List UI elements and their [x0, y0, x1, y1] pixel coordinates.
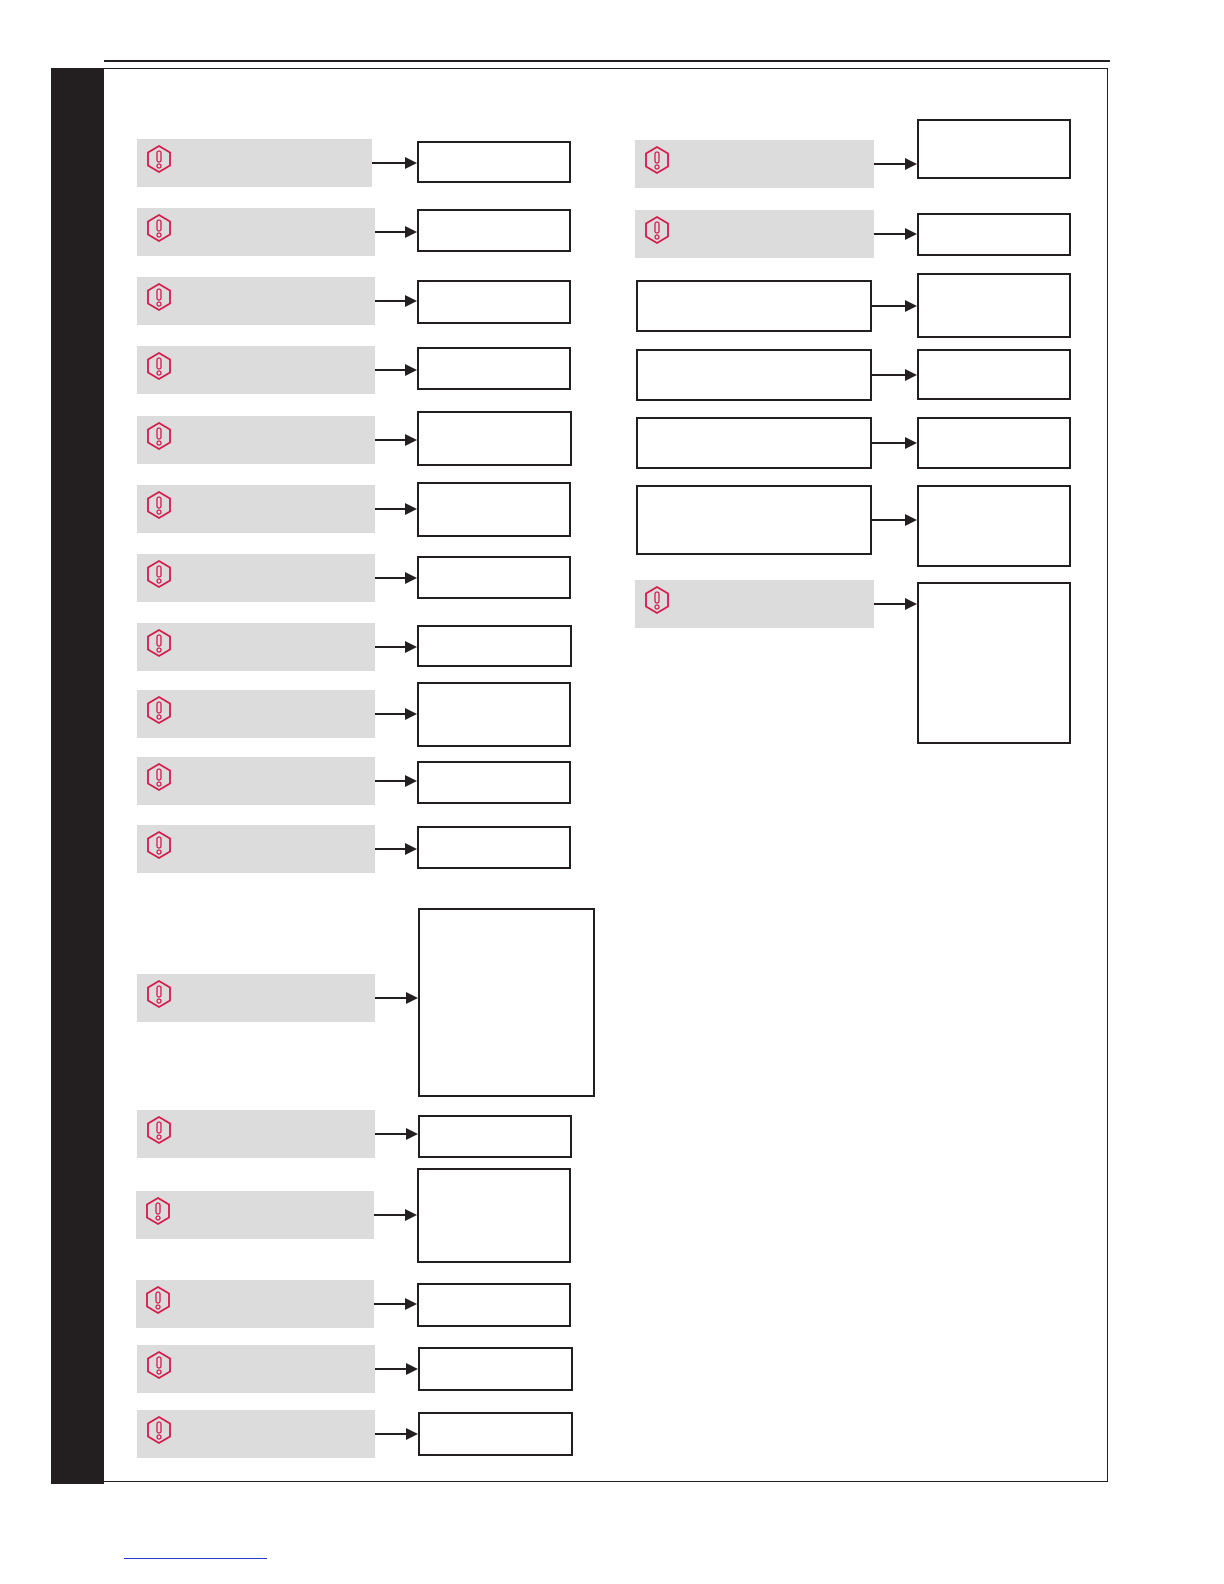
warning-hexagon-icon — [143, 420, 175, 452]
remedy-box — [417, 1283, 571, 1327]
condition-box — [636, 349, 872, 401]
warning-hexagon-icon — [143, 281, 175, 313]
remedy-box — [417, 209, 571, 252]
warning-hexagon-icon — [143, 1414, 175, 1446]
remedy-box — [418, 1412, 573, 1456]
warning-hexagon-icon — [143, 694, 175, 726]
warning-hexagon-icon — [143, 1114, 175, 1146]
flow-arrow — [872, 300, 917, 312]
warning-hexagon-icon — [143, 350, 175, 382]
remedy-box — [418, 1347, 573, 1391]
remedy-box — [917, 582, 1071, 744]
fault-code-panel — [136, 1280, 374, 1328]
warning-hexagon-icon — [143, 489, 175, 521]
remedy-box — [917, 119, 1071, 179]
condition-box — [636, 485, 872, 555]
flow-arrow — [375, 226, 417, 238]
remedy-box — [418, 908, 595, 1097]
warning-hexagon-icon — [143, 1349, 175, 1381]
flow-arrow — [375, 295, 417, 307]
fault-code-panel — [137, 208, 375, 256]
remedy-box — [417, 625, 572, 667]
fault-code-panel — [137, 139, 372, 187]
warning-hexagon-icon — [143, 143, 175, 175]
flow-arrow — [874, 158, 917, 170]
warning-hexagon-icon — [142, 1195, 174, 1227]
warning-hexagon-icon — [142, 1284, 174, 1316]
flow-arrow — [375, 708, 417, 720]
fault-code-panel — [137, 623, 375, 671]
remedy-box — [417, 347, 571, 390]
remedy-box — [417, 1168, 571, 1263]
fault-code-panel — [137, 757, 375, 805]
fault-code-panel — [137, 416, 375, 464]
warning-hexagon-icon — [641, 584, 673, 616]
flow-arrow — [874, 228, 917, 240]
remedy-box — [417, 761, 571, 804]
remedy-box — [417, 141, 571, 183]
fault-code-panel — [137, 690, 375, 738]
warning-hexagon-icon — [143, 558, 175, 590]
warning-hexagon-icon — [143, 829, 175, 861]
warning-hexagon-icon — [143, 627, 175, 659]
flow-arrow — [375, 572, 417, 584]
remedy-box — [417, 682, 571, 747]
remedy-box — [417, 280, 571, 324]
flow-arrow — [375, 364, 417, 376]
warning-hexagon-icon — [143, 212, 175, 244]
flow-arrow — [872, 437, 917, 449]
remedy-box — [417, 826, 571, 869]
fault-code-panel — [137, 825, 375, 873]
flow-arrow — [872, 514, 917, 526]
fault-code-panel — [136, 1191, 374, 1239]
flow-arrow — [374, 1298, 417, 1310]
warning-hexagon-icon — [143, 761, 175, 793]
remedy-box — [417, 556, 571, 599]
fault-code-panel — [137, 1110, 375, 1158]
flow-arrow — [375, 434, 417, 446]
flow-arrow — [374, 1209, 417, 1221]
fault-code-panel — [137, 974, 375, 1022]
remedy-box — [917, 349, 1071, 400]
remedy-box — [417, 411, 572, 466]
fault-code-panel — [137, 554, 375, 602]
remedy-box — [917, 485, 1071, 567]
fault-code-panel — [635, 140, 874, 188]
fault-code-panel — [635, 210, 874, 258]
remedy-box — [917, 417, 1071, 469]
flow-arrow — [375, 1363, 418, 1375]
footer-link-underline[interactable] — [124, 1558, 267, 1559]
fault-code-panel — [137, 1345, 375, 1393]
fault-code-panel — [635, 580, 874, 628]
condition-box — [636, 417, 872, 469]
section-side-bar — [51, 68, 104, 1484]
remedy-box — [917, 213, 1071, 256]
fault-code-panel — [137, 485, 375, 533]
fault-code-panel — [137, 346, 375, 394]
flow-arrow — [375, 503, 417, 515]
top-rule — [104, 60, 1110, 62]
flow-arrow — [375, 992, 418, 1004]
fault-code-panel — [137, 1410, 375, 1458]
condition-box — [636, 280, 872, 332]
warning-hexagon-icon — [641, 214, 673, 246]
flow-arrow — [375, 1428, 418, 1440]
fault-code-panel — [137, 277, 375, 325]
warning-hexagon-icon — [641, 144, 673, 176]
warning-hexagon-icon — [143, 978, 175, 1010]
flow-arrow — [372, 157, 417, 169]
flow-arrow — [874, 598, 917, 610]
flow-arrow — [375, 843, 417, 855]
flow-arrow — [375, 775, 417, 787]
remedy-box — [418, 1115, 572, 1158]
flow-arrow — [375, 1128, 418, 1140]
remedy-box — [917, 273, 1071, 338]
flow-arrow — [375, 641, 417, 653]
remedy-box — [417, 482, 571, 537]
flow-arrow — [872, 369, 917, 381]
